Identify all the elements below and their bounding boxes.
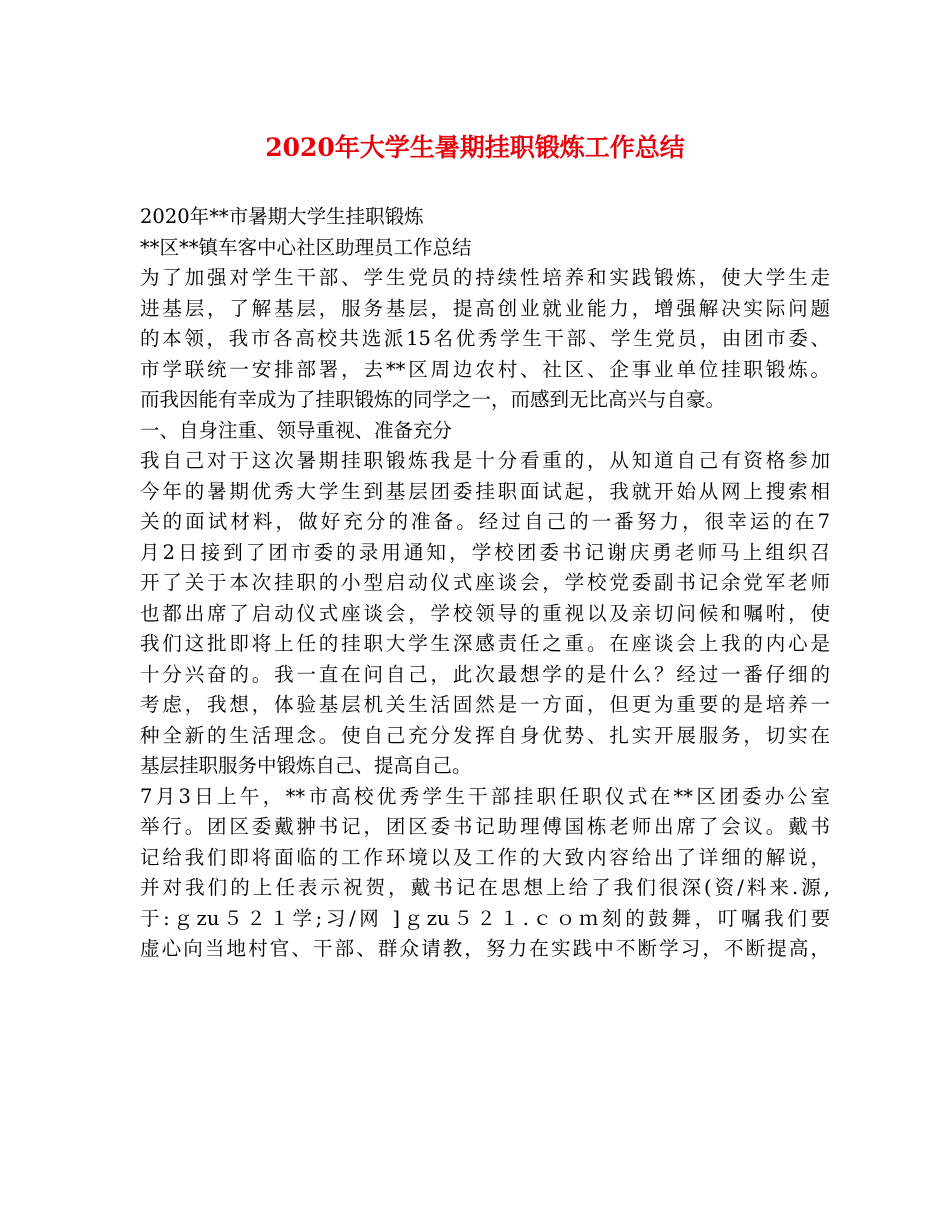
body-line: 7月3日上午，**市高校优秀学生干部挂职任职仪式在**区团委办公室 <box>140 784 830 808</box>
body-line: 举行。团区委戴翀书记，团区委书记助理傅国栋老师出席了会议。戴书 <box>140 815 830 838</box>
body-line: 也都出席了启动仪式座谈会，学校领导的重视以及亲切问候和嘱咐，使 <box>140 601 830 625</box>
body-line: 关的面试材料，做好充分的准备。经过自己的一番努力，很幸运的在7 <box>140 510 830 533</box>
body-line: 为了加强对学生干部、学生党员的持续性培养和实践锻炼，使大学生走 <box>140 266 830 289</box>
body-line: 开了关于本次挂职的小型启动仪式座谈会，学校党委副书记余党军老师 <box>140 571 830 594</box>
body-line: **区**镇车客中心社区助理员工作总结 <box>140 235 472 259</box>
body-line: 我们这批即将上任的挂职大学生深感责任之重。在座谈会上我的内心是 <box>140 632 830 655</box>
body-line: 一、自身注重、领导重视、准备充分 <box>140 418 453 442</box>
document-body <box>140 202 830 965</box>
body-line: 今年的暑期优秀大学生到基层团委挂职面试起，我就开始从网上搜索相 <box>140 479 830 503</box>
body-line: 基层挂职服务中锻炼自己、提高自己。 <box>140 754 472 777</box>
body-line: 种全新的生活理念。使自己充分发挥自身优势、扎实开展服务，切实在 <box>140 723 830 747</box>
body-line: 记给我们即将面临的工作环境以及工作的大致内容给出了详细的解说， <box>140 845 830 869</box>
body-line: 月2日接到了团市委的录用通知，学校团委书记谢庆勇老师马上组织召 <box>140 540 830 564</box>
body-line: 虚心向当地村官、干部、群众请教，努力在实践中不断学习，不断提高， <box>140 937 830 960</box>
body-line: 市学联统一安排部署，去**区周边农村、社区、企事业单位挂职锻炼。 <box>140 357 830 381</box>
body-line: 2020年**市暑期大学生挂职锻炼 <box>140 205 424 228</box>
body-line: 于:ｇzu５２１学;习/网 ]ｇzu５２１.ｃｏｍ刻的鼓舞，叮嘱我们要 <box>140 906 830 930</box>
body-line: 并对我们的上任表示祝贺，戴书记在思想上给了我们很深(资/料来.源, <box>140 876 830 899</box>
body-line: 我自己对于这次暑期挂职锻炼我是十分看重的，从知道自己有资格参加 <box>140 449 830 472</box>
body-line: 的本领，我市各高校共选派15名优秀学生干部、学生党员，由团市委、 <box>140 327 830 350</box>
body-line: 而我因能有幸成为了挂职锻炼的同学之一，而感到无比高兴与自豪。 <box>140 388 726 411</box>
body-line: 进基层，了解基层，服务基层，提高创业就业能力，增强解决实际问题 <box>140 296 830 320</box>
document-title: 2020年大学生暑期挂职锻炼工作总结 <box>265 133 685 162</box>
body-line: 十分兴奋的。我一直在问自己，此次最想学的是什么？经过一番仔细的 <box>140 662 830 686</box>
body-line: 考虑，我想，体验基层机关生活固然是一方面，但更为重要的是培养一 <box>140 693 830 716</box>
